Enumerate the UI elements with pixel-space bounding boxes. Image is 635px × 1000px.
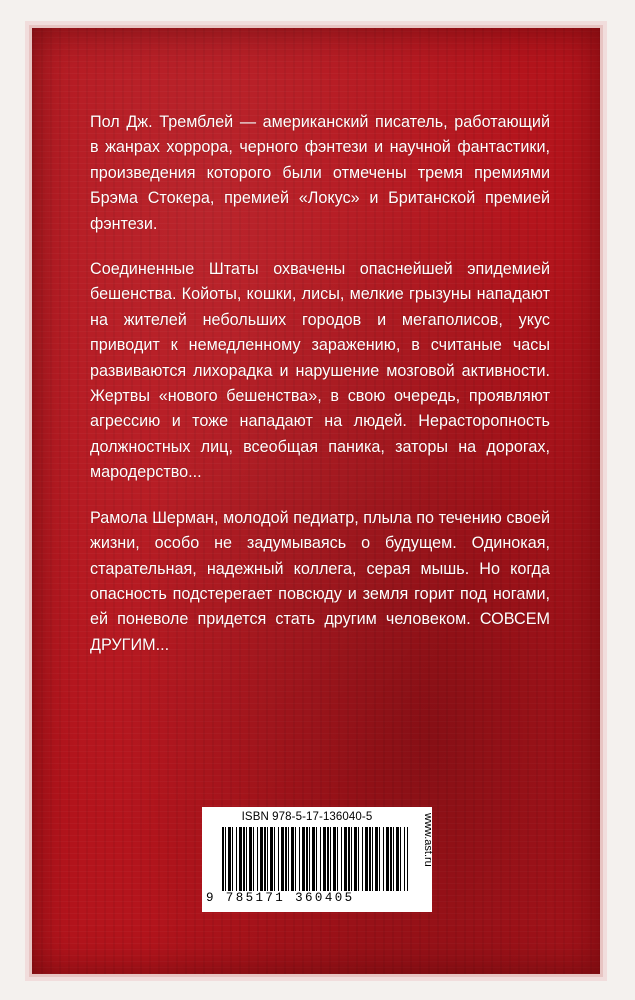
barcode-icon bbox=[222, 827, 408, 891]
barcode-panel bbox=[202, 807, 432, 912]
barcode-digits: 9 785171 360405 bbox=[206, 891, 355, 905]
isbn-label: ISBN 978-5-17-136040-5 bbox=[241, 811, 373, 823]
publisher-website: www.ast.ru bbox=[422, 813, 434, 867]
plot-paragraph: Соединенные Штаты охвачены опаснейшей эпидемией бешенства. Койоты, кошки, лисы, мелкие грызуны нападают на жителей небольших городов и мегаполисов, укус приводит к немедленному заражению, в считаные часы развиваются лихорадка и нарушение мозговой активности. Жертвы «нового бешенства», в свою очередь, проявляют агрессию и тоже нападают на людей. Нерасторопность должностных лиц, всеобщая паника, заторы на дорогах, мародерство... bbox=[90, 260, 550, 482]
annotation-text bbox=[90, 110, 550, 678]
heroine-paragraph: Рамола Шерман, молодой педиатр, плыла по течению своей жизни, особо не задумываясь о будущем. Одинокая, старательная, надежный коллега, серая мышь. Но когда опасность подстерегает повсюду и земля горит под ногами, ей поневоле придется стать другим человеком. СОВСЕМ ДРУГИМ... bbox=[90, 508, 550, 654]
author-paragraph: Пол Дж. Тремблей — американский писатель, работающий в жанрах хоррора, черного фэнтези и научной фантастики, произведения которого были отмечены тремя премиями Брэма Стокера, премией «Локус» и Британской премией фэнтези. bbox=[90, 113, 550, 233]
